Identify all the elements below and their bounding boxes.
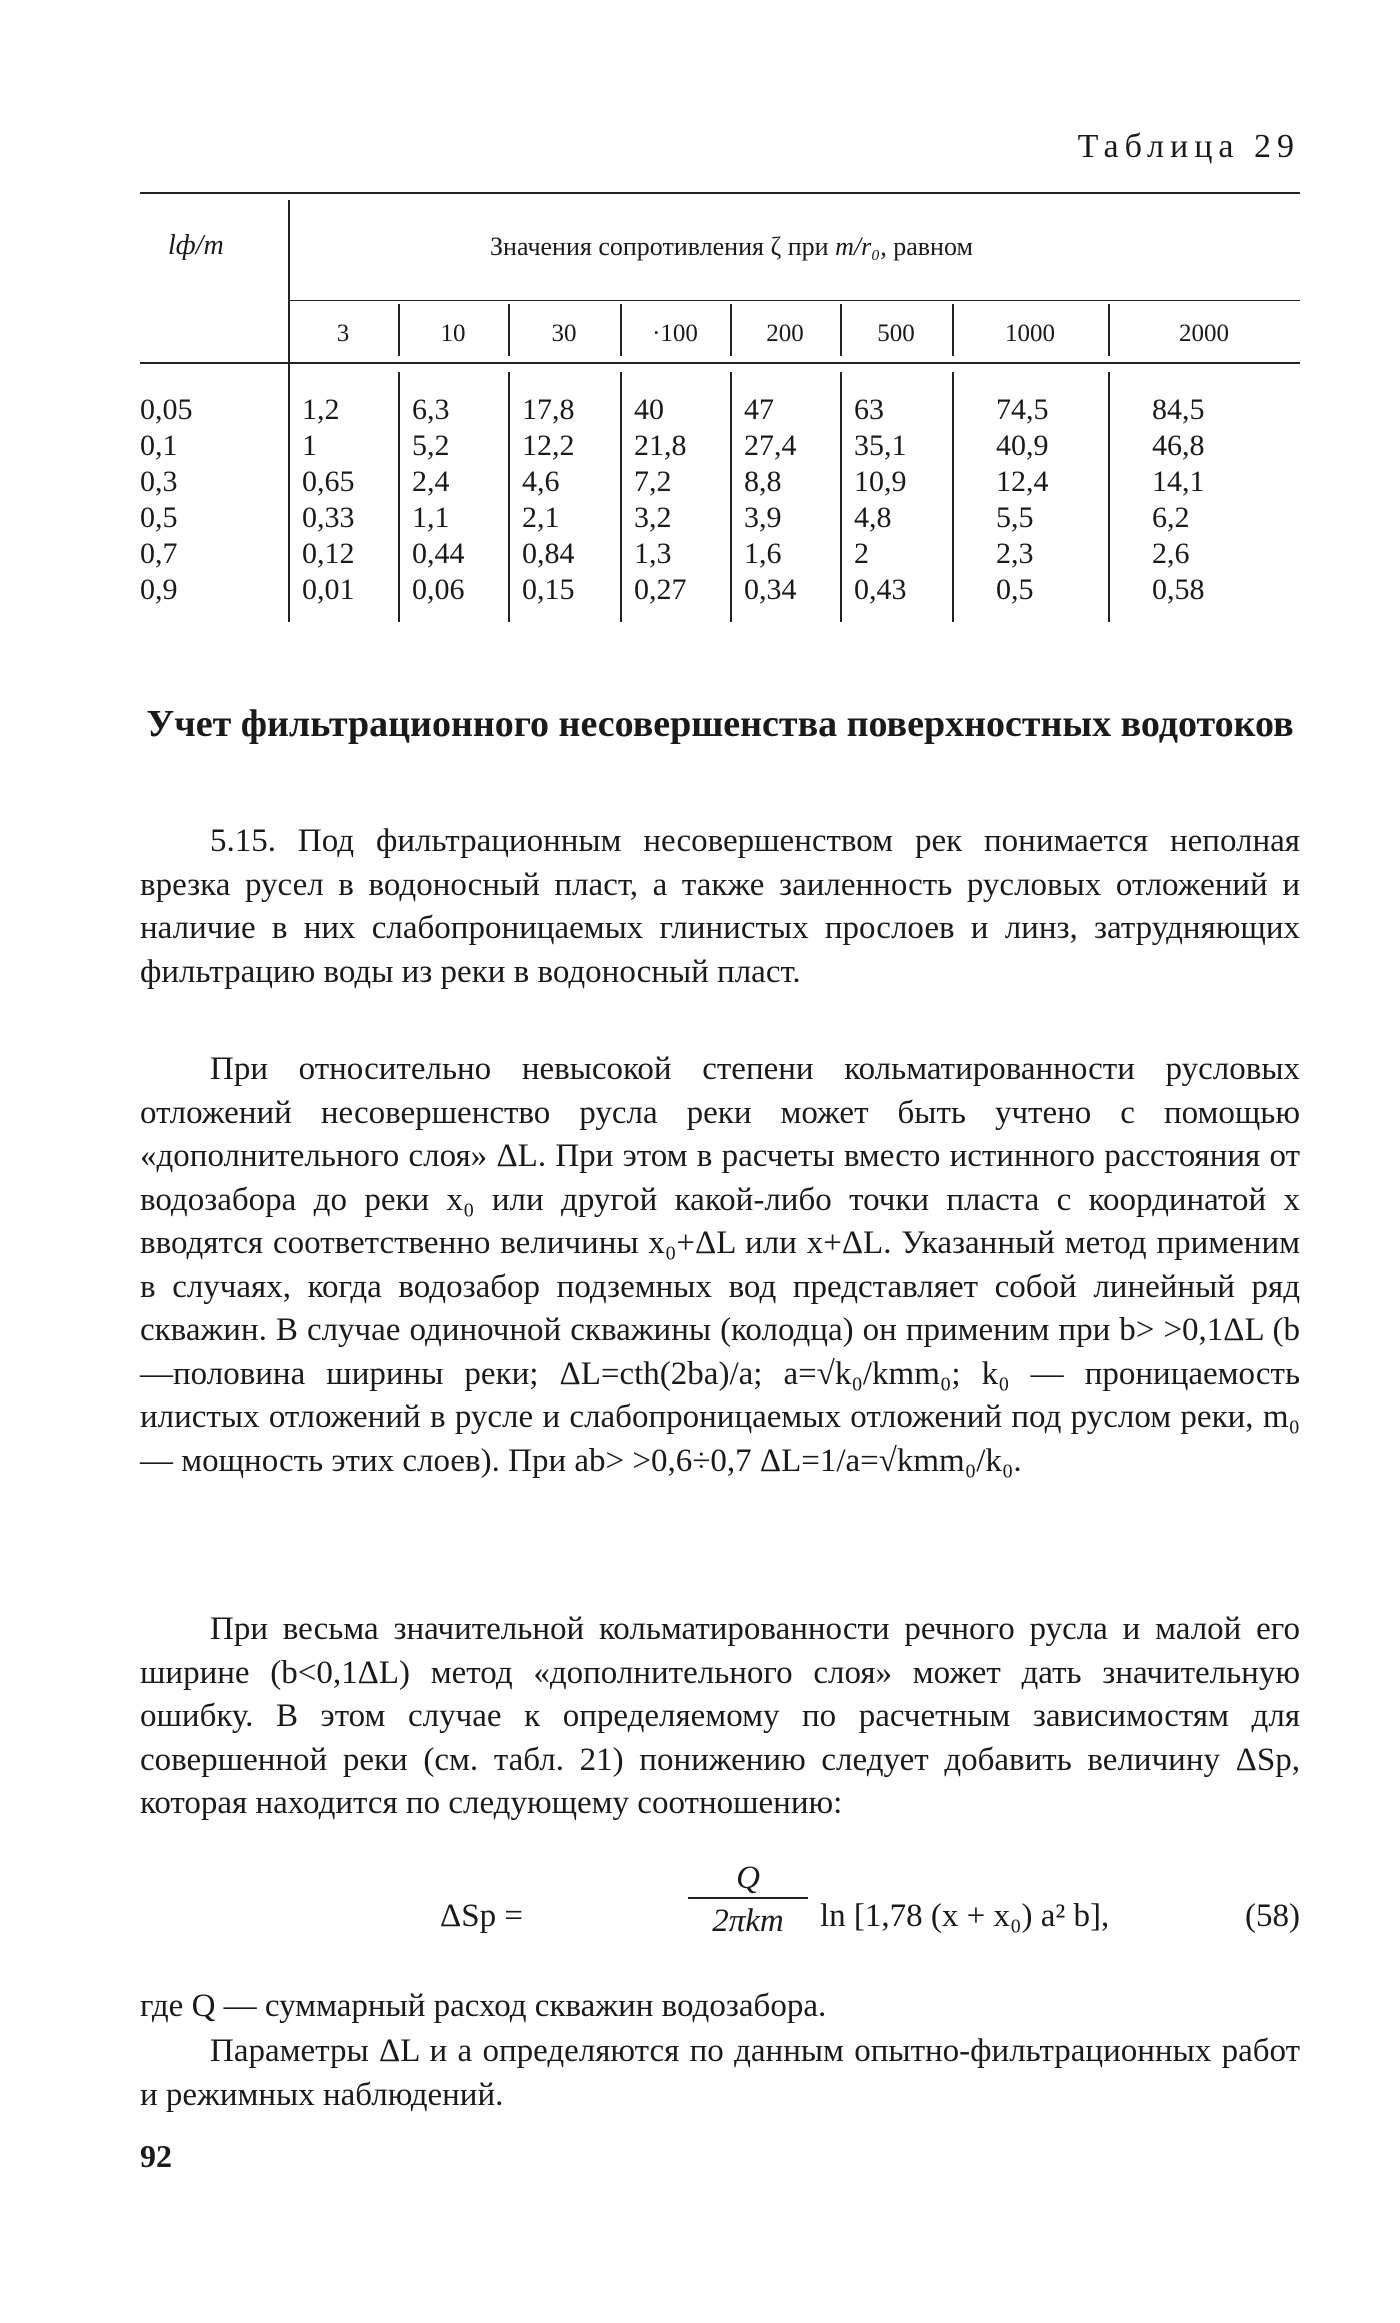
table-cell: 0,44 — [412, 537, 465, 570]
table-cell: 84,5 — [1152, 393, 1205, 426]
table-cell: 0,12 — [302, 537, 355, 570]
table-cell: 21,8 — [634, 429, 687, 462]
formula-fraction — [688, 1860, 808, 1940]
table-column-divider — [840, 372, 842, 622]
equation-number: (58) — [1245, 1898, 1300, 1934]
column-header: 500 — [877, 320, 915, 347]
table-cell: 2 — [854, 537, 869, 570]
formula-denominator: 2πkm — [688, 1897, 808, 1940]
table-cell: 40 — [634, 393, 664, 426]
column-header: 200 — [766, 320, 804, 347]
column-header: 10 — [440, 320, 466, 347]
table-cell: 12,2 — [522, 429, 575, 462]
table-cell: 4,8 — [854, 501, 892, 534]
table-cell: 12,4 — [996, 465, 1049, 498]
table-cell: 0,84 — [522, 537, 575, 570]
table-cell: 1 — [302, 429, 317, 462]
row-label-cell: 0,3 — [140, 465, 178, 498]
table-cell: 2,4 — [412, 465, 450, 498]
table-cell: 8,8 — [744, 465, 782, 498]
table-cell: 2,6 — [1152, 537, 1190, 570]
section-heading: Учет фильтрационного несовершенства поверхностных водотоков — [146, 703, 1294, 745]
table-cell: 5,5 — [996, 501, 1034, 534]
table-cell: 74,5 — [996, 393, 1049, 426]
table-cell: 0,5 — [996, 573, 1034, 606]
table-cell: 0,15 — [522, 573, 575, 606]
table-cell: 14,1 — [1152, 465, 1205, 498]
table-column-divider — [398, 372, 400, 622]
row-label-cell: 0,1 — [140, 429, 178, 462]
table-cell: 0,58 — [1152, 573, 1205, 606]
table-cell: 1,6 — [744, 537, 782, 570]
table-column-divider — [620, 372, 622, 622]
row-label-cell: 0,7 — [140, 537, 178, 570]
table-cell: 1,2 — [302, 393, 340, 426]
table-cell: 6,2 — [1152, 501, 1190, 534]
column-header: 1000 — [1005, 320, 1055, 347]
table-cell: 40,9 — [996, 429, 1049, 462]
row-label-cell: 0,05 — [140, 393, 193, 426]
column-header: 3 — [336, 320, 350, 347]
page-number: 92 — [140, 2138, 172, 2174]
formula-numerator: Q — [736, 1860, 760, 1896]
table-cell: 7,2 — [634, 465, 672, 498]
table-cell: 0,06 — [412, 573, 465, 606]
table-cell: 27,4 — [744, 429, 797, 462]
table-cell: 10,9 — [854, 465, 907, 498]
paragraph-where-q: где Q — суммарный расход скважин водозабора. — [140, 1988, 827, 2024]
table-column-divider — [1108, 372, 1110, 622]
table-cell: 0,65 — [302, 465, 355, 498]
table-cell: 46,8 — [1152, 429, 1205, 462]
table-cell: 17,8 — [522, 393, 575, 426]
table-cell: 0,27 — [634, 573, 687, 606]
table-group-rule — [288, 300, 1300, 301]
formula-rhs: ln [1,78 (x + x₀) a² b], — [820, 1898, 1110, 1934]
first-column-header: lф/m — [168, 230, 224, 261]
table-top-rule — [140, 192, 1300, 194]
table-column-divider — [952, 372, 954, 622]
table-caption: Таблица 29 — [1077, 128, 1300, 165]
table-cell: 6,3 — [412, 393, 450, 426]
paragraph-parameters: Параметры ΔL и a определяются по данным опытно-фильтрационных работ и режимных наблюдений. — [140, 2033, 1300, 2113]
table-cell: 3,2 — [634, 501, 672, 534]
table-header-rule — [140, 362, 1300, 364]
formula-58 — [140, 1860, 1300, 1980]
table-cell: 0,01 — [302, 573, 355, 606]
table-cell: 47 — [744, 393, 774, 426]
paragraph-5-15: 5.15. Под фильтрационным несовершенством рек понимается неполная врезка русел в водоносный пласт, а также заиленность русловых отложений и наличие в них слабопроницаемых глинистых прослоев и линз, затрудняющих фильтрацию воды из реки в водоносный пласт. — [140, 823, 1300, 990]
table-cell: 4,6 — [522, 465, 560, 498]
paragraph-additional-layer: При относительно невысокой степени кольматированности русловых отложений несовершенство русла реки может быть учтено с помощью «дополнительного слоя» ΔL. При этом в расчеты вместо истинного расстояния от водозабора до реки x₀ или другой какой-либо точки пласта с координатой x вводятся соответственно величины x₀+ΔL или x+ΔL. Указанный метод применим в случаях, когда водозабор подземных вод представляет собой линейный ряд скважин. В случае одиночной скважины (колодца) он применим при b> >0,1ΔL (b—половина ширины реки; ΔL=cth(2ba)/a; a=√k₀/kmm₀; k₀ — проницаемость илистых отложений в русле и слабопроницаемых отложений под руслом реки, m₀ — мощность этих слоев). При ab> >0,6÷0,7 ΔL=1/a=√kmm₀/k₀. — [140, 1051, 1300, 1479]
table-cell: 2,1 — [522, 501, 560, 534]
group-column-header: Значения сопротивления ζ при m/r₀, равном — [490, 232, 973, 261]
table-cell: 63 — [854, 393, 884, 426]
table-cell: 1,1 — [412, 501, 450, 534]
column-header: 30 — [551, 320, 577, 347]
formula-lhs: ΔSр = — [440, 1898, 523, 1934]
row-label-cell: 0,9 — [140, 573, 178, 606]
table-cell: 35,1 — [854, 429, 907, 462]
table-cell: 5,2 — [412, 429, 450, 462]
table-column-divider — [508, 372, 510, 622]
table-cell: 0,33 — [302, 501, 355, 534]
column-header: ·100 — [652, 320, 698, 347]
column-header: 2000 — [1179, 320, 1229, 347]
row-label-cell: 0,5 — [140, 501, 178, 534]
table-column-divider — [288, 200, 290, 622]
table-cell: 0,34 — [744, 573, 797, 606]
paragraph-high-colmatation: При весьма значительной кольматированности речного русла и малой его ширине (b<0,1ΔL) метод «дополнительного слоя» может дать значительную ошибку. В этом случае к определяемому по расчетным зависимостям для совершенной реки (см. табл. 21) понижению следует добавить величину ΔSр, которая находится по следующему соотношению: — [140, 1611, 1300, 1821]
table-cell: 3,9 — [744, 501, 782, 534]
table-cell: 0,43 — [854, 573, 907, 606]
table-column-divider — [730, 372, 732, 622]
table-cell: 2,3 — [996, 537, 1034, 570]
table-cell: 1,3 — [634, 537, 672, 570]
